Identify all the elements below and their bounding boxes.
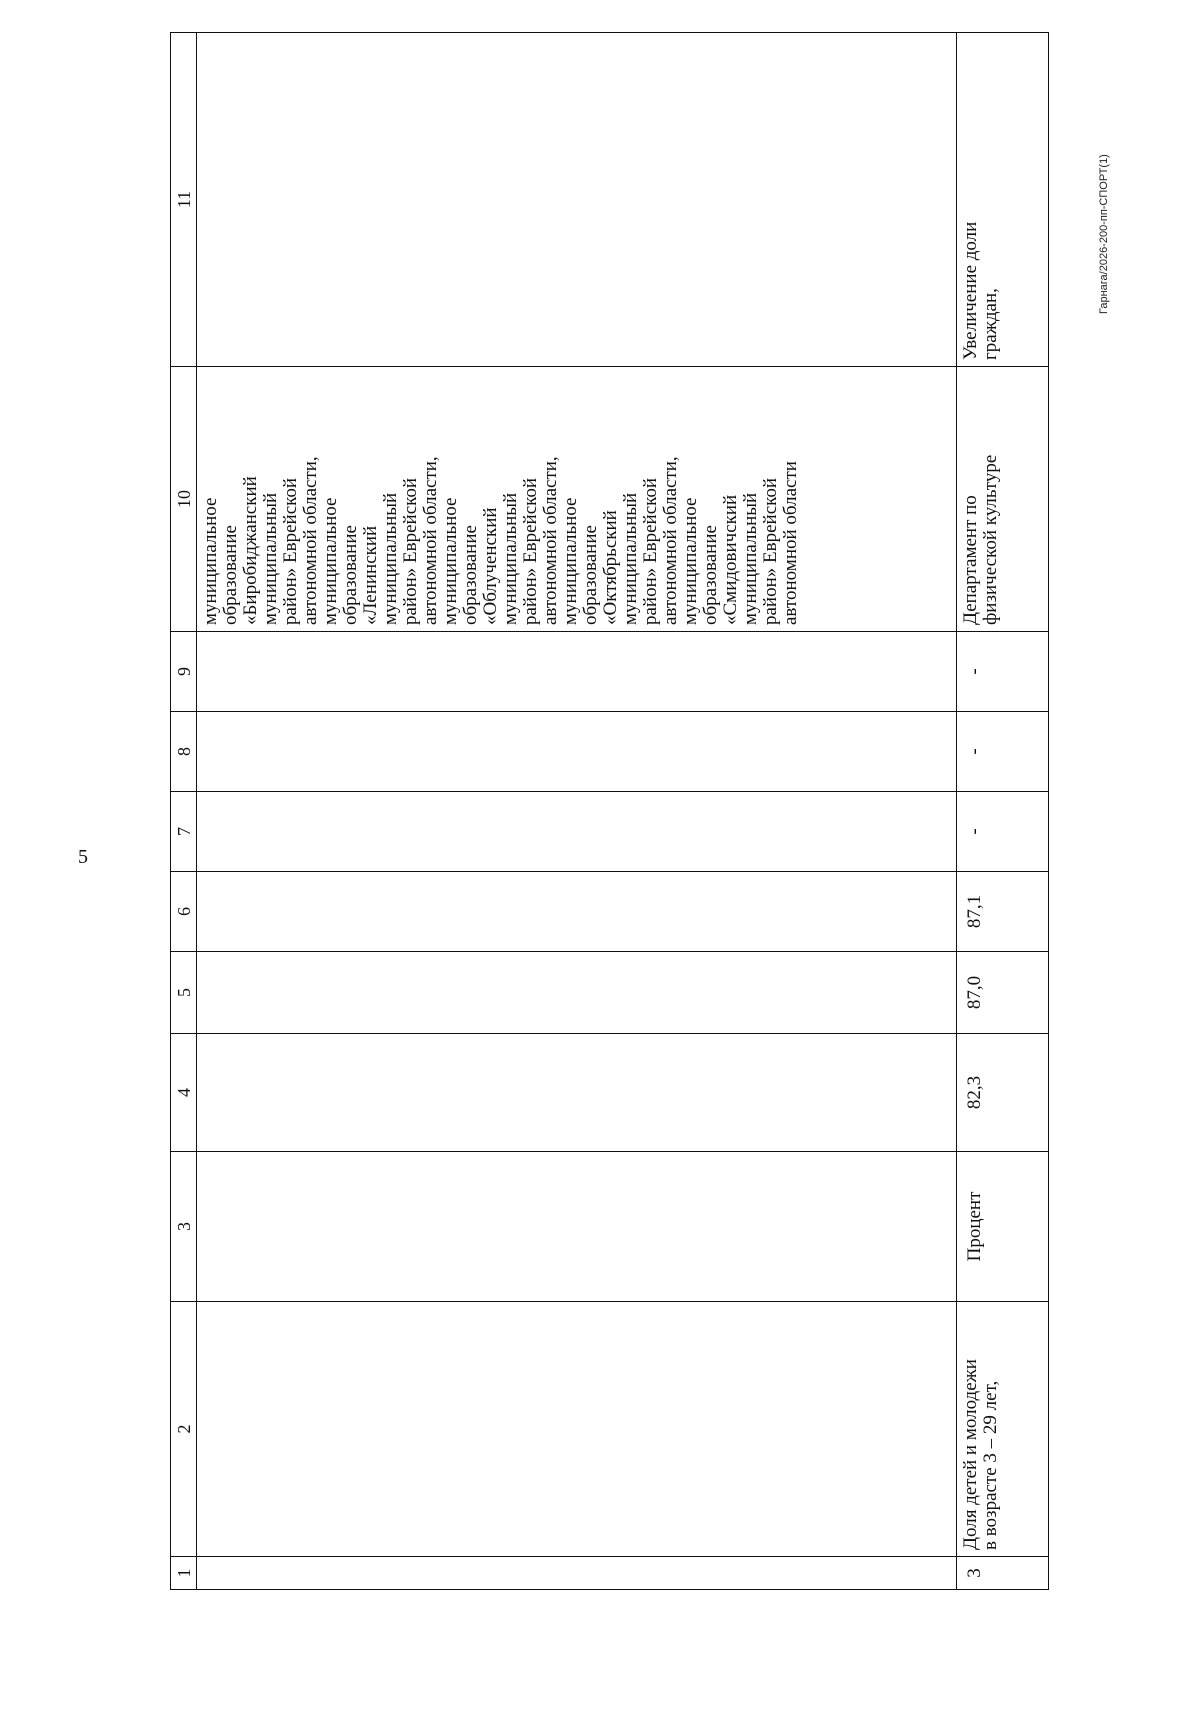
header-cell-7: 7 xyxy=(171,792,197,872)
table-row xyxy=(197,33,957,1590)
header-cell-8: 8 xyxy=(171,712,197,792)
header-cell-1: 1 xyxy=(171,1557,197,1590)
header-cell-4: 4 xyxy=(171,1034,197,1152)
unit-cell: Процент xyxy=(957,1152,1049,1302)
header-cell-2: 2 xyxy=(171,1302,197,1557)
table-row xyxy=(957,33,1049,1590)
cell-empty xyxy=(197,872,957,952)
cell-empty xyxy=(197,1034,957,1152)
page-number: 5 xyxy=(78,846,88,868)
value-cell-8: - xyxy=(957,712,1049,792)
cell-empty xyxy=(197,33,957,367)
value-cell-6: 87,1 xyxy=(957,872,1049,952)
header-cell-9: 9 xyxy=(171,632,197,712)
cell-empty xyxy=(197,632,957,712)
expected-result-cell: Увеличение доли граждан, xyxy=(957,33,1049,367)
header-row xyxy=(171,33,197,1590)
document-code: Гарнага/2026-200-пп-СПОРТ(1) xyxy=(1098,154,1110,314)
cell-empty xyxy=(197,712,957,792)
row-number: 3 xyxy=(957,1557,1049,1590)
header-cell-11: 11 xyxy=(171,33,197,367)
value-cell-9: - xyxy=(957,632,1049,712)
header-cell-6: 6 xyxy=(171,872,197,952)
indicator-name-cell: Доля детей и молодежи в возрасте 3 – 29 лет, xyxy=(957,1302,1049,1557)
cell-empty xyxy=(197,792,957,872)
value-cell-7: - xyxy=(957,792,1049,872)
value-cell-5: 87,0 xyxy=(957,952,1049,1034)
cell-empty xyxy=(197,1302,957,1557)
header-cell-5: 5 xyxy=(171,952,197,1034)
value-cell-4: 82,3 xyxy=(957,1034,1049,1152)
cell-empty xyxy=(197,952,957,1034)
header-cell-10: 10 xyxy=(171,367,197,632)
indicator-table xyxy=(170,33,1048,1590)
responsible-cell: Департамент по физической культуре xyxy=(957,367,1049,632)
responsible-municipalities-cell: муниципальное образование «Биробиджанский муниципальный район» Еврейской автономной области, муниципальное образование «Ленинский муниципальный район» Еврейской автономной области, муниципальное образование «Облученский муниципальный район» Еврейской автономной области, муниципальное образование «Октябрьский муниципальный район» Еврейской автономной области, муниципальное образование «Смидовичский муниципальный район» Еврейской автономной области xyxy=(197,367,957,632)
cell-empty xyxy=(197,1152,957,1302)
cell-empty xyxy=(197,1557,957,1590)
header-cell-3: 3 xyxy=(171,1152,197,1302)
